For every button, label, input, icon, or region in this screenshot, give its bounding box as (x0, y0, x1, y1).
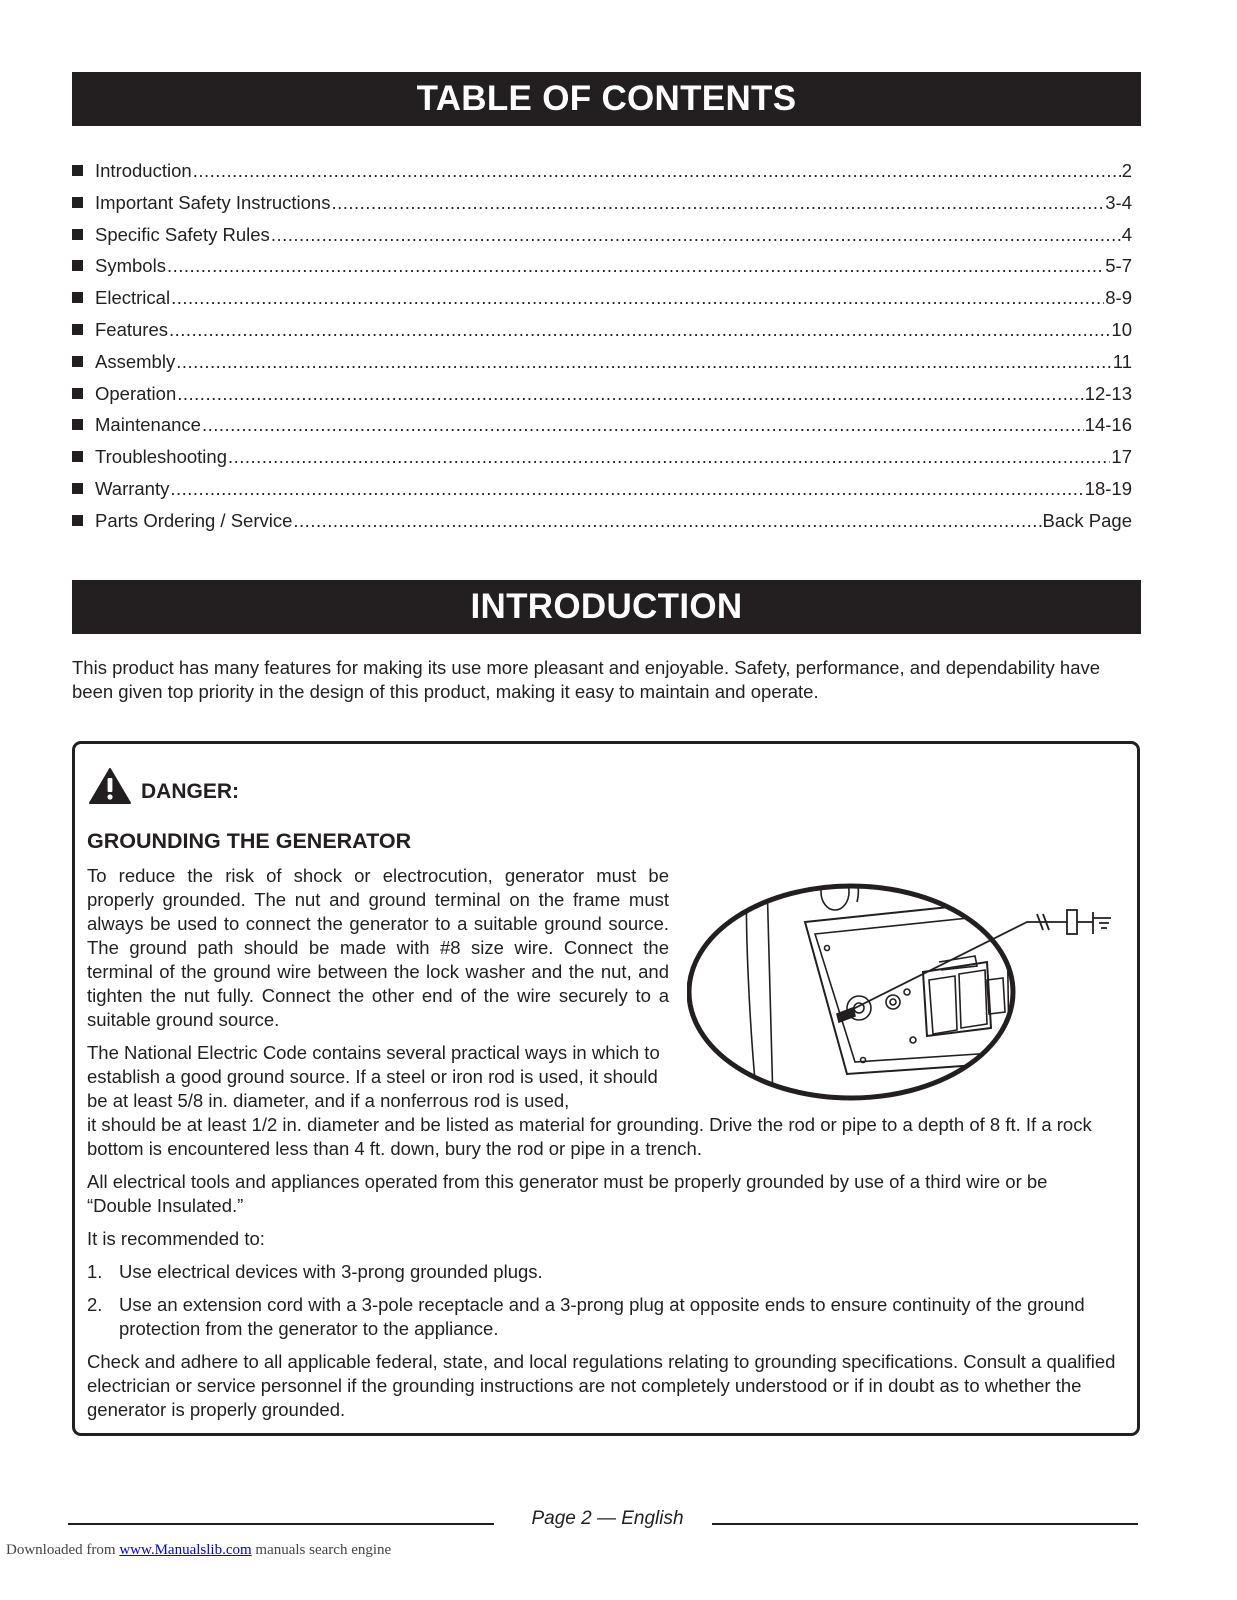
toc-item-label: Specific Safety Rules (95, 223, 270, 245)
toc-leader-dots (293, 505, 1041, 537)
square-bullet-icon (72, 165, 83, 176)
toc-item-label: Operation (95, 382, 177, 404)
danger-header (89, 768, 239, 804)
recommendation-list (87, 1260, 1117, 1341)
toc-item-label: Assembly (95, 350, 176, 372)
toc-item (72, 441, 1132, 473)
grounding-paragraph-2-start: The National Electric Code contains several practical ways in which to establish a good ground source. If a steel or iron rod is used, it should be at least 5/8 in. diameter, and if a nonferrous rod is used, (87, 1042, 660, 1111)
toc-item-label: Features (95, 318, 169, 340)
toc-item (72, 473, 1132, 505)
toc-leader-dots (171, 282, 1104, 314)
manualslib-link[interactable]: www.Manualslib.com (119, 1542, 252, 1558)
toc-item (72, 505, 1132, 537)
toc-leader-dots (271, 219, 1121, 251)
list-item: 2. Use an extension cord with a 3-pole receptacle and a 3-prong plug at opposite ends to ensure continuity of the ground protection from the generator to the appliance. (87, 1294, 1085, 1339)
toc-item-label: Maintenance (95, 414, 201, 436)
introduction-heading: INTRODUCTION (72, 580, 1141, 634)
toc-item-page: 10 (1111, 318, 1132, 340)
toc-item (72, 155, 1132, 187)
grounding-paragraph-5: Check and adhere to all applicable federal, state, and local regulations relating to grounding specifications. Consult a qualified electrician or service personnel if the grounding instructions are not completely understood or if in doubt as to whether the generator is properly grounded. (87, 1351, 1116, 1420)
danger-title: GROUNDING THE GENERATOR (87, 829, 412, 853)
page-number: Page 2 — English (531, 1508, 684, 1529)
toc-leader-dots (193, 155, 1121, 187)
footer-rule-left (68, 1523, 494, 1525)
toc-item (72, 187, 1132, 219)
footer-rule-right (712, 1523, 1138, 1525)
toc-item-page: Back Page (1042, 509, 1132, 531)
toc-item-label: Electrical (95, 287, 171, 309)
toc-item-page: 8-9 (1105, 287, 1132, 309)
toc-item-page: 14-16 (1084, 414, 1132, 436)
square-bullet-icon (72, 324, 83, 335)
danger-body (87, 864, 1117, 1431)
toc-leader-dots (176, 346, 1112, 378)
download-notice: Downloaded from www.Manualslib.com manuals search engine (6, 1542, 392, 1558)
square-bullet-icon (72, 483, 83, 494)
grounding-paragraph-2-end: it should be at least 1/2 in. diameter and be listed as material for grounding. Drive the rod or pipe to a depth of 8 ft. If a rock bottom is encountered less than 4 ft. down, bury the rod or pipe in a trench. (87, 1114, 1092, 1159)
toc-heading: TABLE OF CONTENTS (72, 72, 1141, 126)
square-bullet-icon (72, 197, 83, 208)
toc-item-page: 18-19 (1084, 477, 1132, 499)
grounding-paragraph-3: All electrical tools and appliances operated from this generator must be properly grounded by use of a third wire or be “Double Insulated.” (87, 1171, 1048, 1216)
toc-leader-dots (228, 441, 1110, 473)
square-bullet-icon (72, 292, 83, 303)
square-bullet-icon (72, 229, 83, 240)
toc-item-label: Warranty (95, 477, 170, 499)
toc-leader-dots (331, 187, 1104, 219)
square-bullet-icon (72, 356, 83, 367)
toc-item-page: 17 (1111, 446, 1132, 468)
toc-item-page: 3-4 (1105, 191, 1132, 213)
toc-item (72, 346, 1132, 378)
introduction-text: This product has many features for making its use more pleasant and enjoyable. Safety, performance, and dependability have been given top priority in the design of this product, making it easy to maintain and operate. (72, 657, 1101, 702)
toc-item-page: 2 (1121, 160, 1132, 181)
square-bullet-icon (72, 451, 83, 462)
toc-item (72, 250, 1132, 282)
square-bullet-icon (72, 260, 83, 271)
toc-item-label: Introduction (95, 160, 192, 181)
toc-item-label: Parts Ordering / Service (95, 509, 293, 531)
toc-item-label: Troubleshooting (95, 446, 227, 468)
toc-item (72, 409, 1132, 441)
warning-triangle-icon (89, 768, 131, 804)
square-bullet-icon (72, 419, 83, 430)
toc-leader-dots (170, 473, 1083, 505)
toc-leader-dots (169, 314, 1110, 346)
toc-list (72, 155, 1132, 537)
toc-item-label: Symbols (95, 255, 166, 277)
toc-leader-dots (202, 409, 1084, 441)
grounding-paragraph-1: To reduce the risk of shock or electrocution, generator must be properly grounded. The nut and ground terminal on the frame must always be used to connect the generator to a suitable ground source. The ground path should be made with #8 size wire. Connect the terminal of the ground wire between the lock washer and the nut, and tighten the nut fully. Connect the other end of the wire securely to a suitable ground source. (87, 865, 669, 1030)
toc-item-page: 11 (1112, 350, 1132, 372)
toc-leader-dots (177, 378, 1083, 410)
toc-item-page: 5-7 (1105, 255, 1132, 277)
grounding-paragraph-4: It is recommended to: (87, 1228, 265, 1249)
toc-item (72, 282, 1132, 314)
danger-label: DANGER: (141, 780, 239, 803)
toc-item (72, 378, 1132, 410)
toc-item-page: 12-13 (1084, 382, 1132, 404)
toc-leader-dots (167, 250, 1104, 282)
toc-item-page: 4 (1121, 223, 1132, 245)
toc-item (72, 219, 1132, 251)
square-bullet-icon (72, 388, 83, 399)
toc-item-label: Important Safety Instructions (95, 191, 331, 213)
list-item: 1. Use electrical devices with 3-prong grounded plugs. (87, 1261, 543, 1282)
square-bullet-icon (72, 515, 83, 526)
danger-box (72, 741, 1140, 1436)
toc-item (72, 314, 1132, 346)
